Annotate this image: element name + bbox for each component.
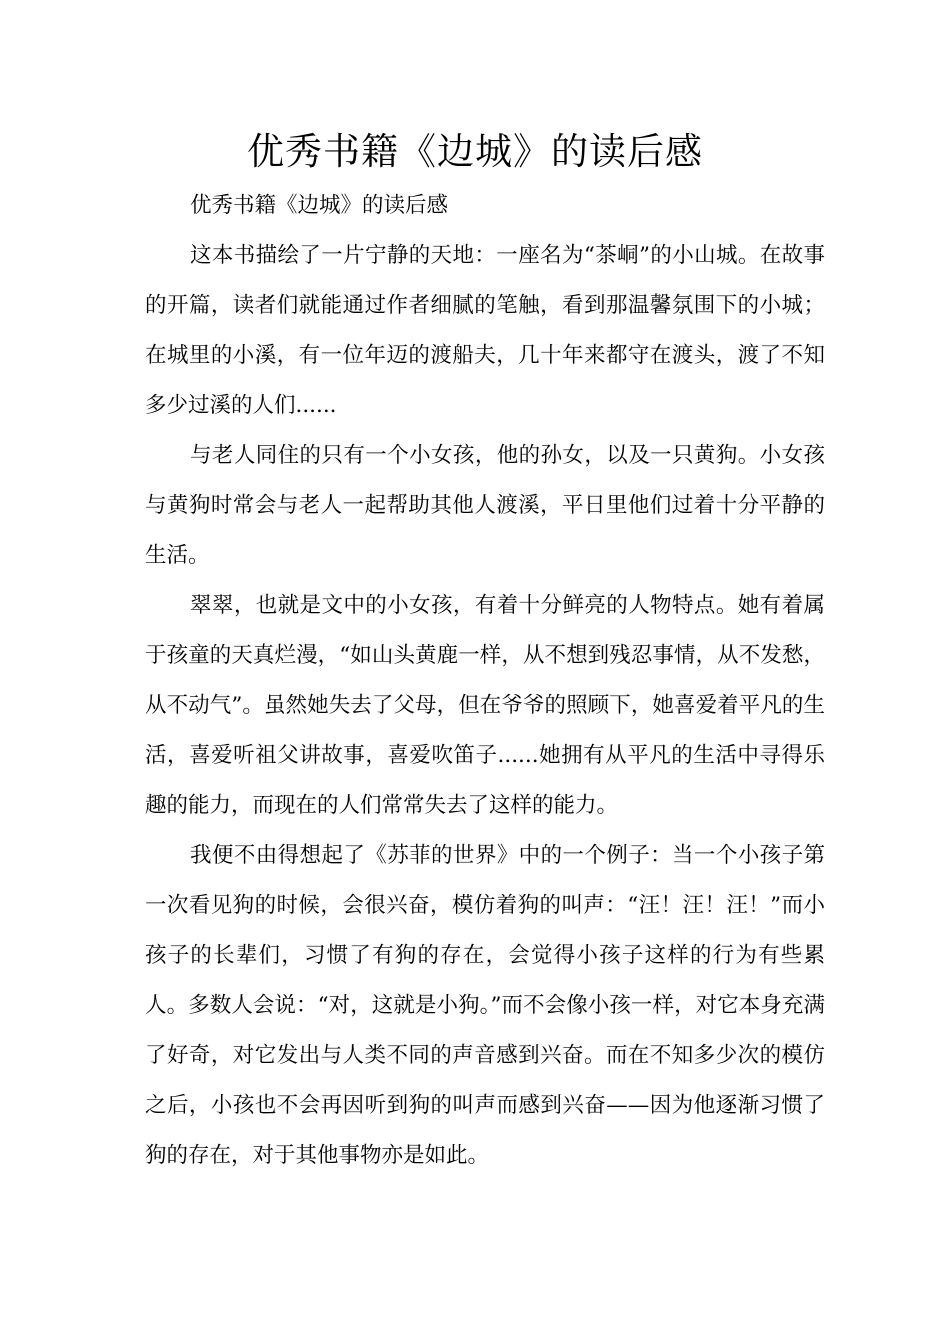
paragraph-subtitle: 优秀书籍《边城》的读后感 [190,193,449,218]
paragraph: 我便不由得想起了《苏菲的世界》中的一个例子：当一个小孩子第一次看见狗的时候，会很兴奋，模仿着狗的叫声：“汪！汪！汪！”而小孩子的长辈们，习惯了有狗的存在，会觉得小孩子这样的行为有些累人。多数人会说：“对，这就是小狗。”而不会像小孩一样，对它本身充满了好奇，对它发出与人类不同的声音感到兴奋。而在不知多少次的模仿之后，小孩也不会再因听到狗的叫声而感到兴奋——因为他逐渐习惯了狗的存在，对于其他事物亦是如此。 [145,843,825,1168]
paragraph: 与老人同住的只有一个小女孩，他的孙女，以及一只黄狗。小女孩与黄狗时常会与老人一起帮助其他人渡溪，平日里他们过着十分平静的生活。 [145,443,825,568]
paragraph: 翠翠，也就是文中的小女孩，有着十分鲜亮的人物特点。她有着属于孩童的天真烂漫，“如山头黄鹿一样，从不想到残忍事情，从不发愁，从不动气”。虽然她失去了父母，但在爷爷的照顾下，她喜爱着平凡的生活，喜爱听祖父讲故事，喜爱吹笛子......她拥有从平凡的生活中寻得乐趣的能力，而现在的人们常常失去了这样的能力。 [145,593,825,818]
document-body [145,181,825,1181]
document-title: 优秀书籍《边城》的读后感 [247,130,703,173]
paragraph: 这本书描绘了一片宁静的天地：一座名为“茶峒”的小山城。在故事的开篇，读者们就能通过作者细腻的笔触，看到那温馨氛围下的小城；在城里的小溪，有一位年迈的渡船夫，几十年来都守在渡头，渡了不知多少过溪的人们...... [145,243,825,418]
